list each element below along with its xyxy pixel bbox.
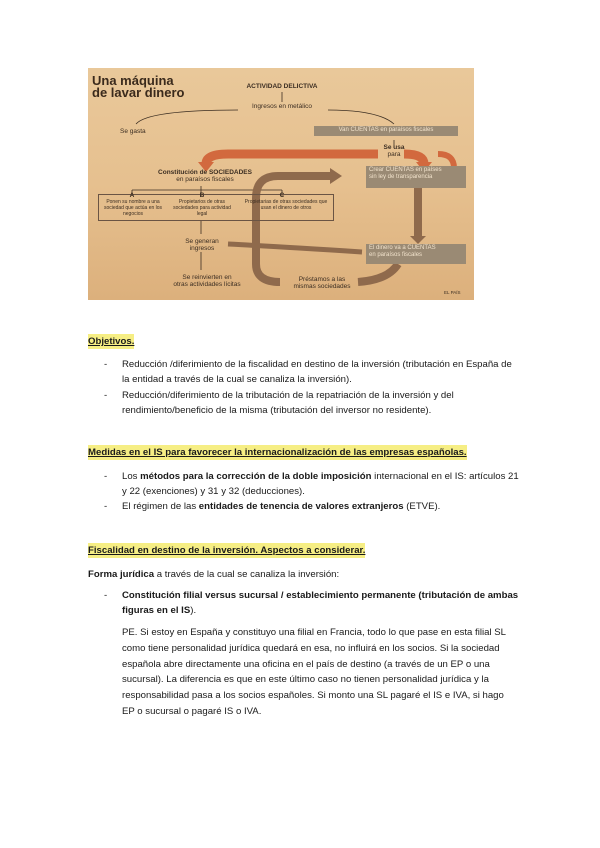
forma-juridica-line (88, 567, 518, 582)
dinero-cuentas-box (366, 244, 466, 264)
medidas-item-2-bold: entidades de tenencia de valores extranjeros (198, 501, 404, 512)
medidas-item-2 (122, 499, 520, 514)
type-b-label: B (199, 192, 205, 199)
se-usa-line1: Se usa (383, 144, 405, 151)
fiscalidad-item-bold: Constitución filial versus sucursal / establecimiento permanente (tributación de ambas figuras en el IS (122, 590, 519, 616)
medidas-heading: Medidas en el IS para favorecer la internacionalización de las empresas españolas. (88, 447, 467, 458)
bullet-marker: - (104, 501, 108, 512)
type-a-text: Ponen su nombre a una sociedad que actúa en los negocios (103, 199, 163, 217)
forma-juridica-rest: a través de la cual se canaliza la inversión: (154, 569, 340, 580)
objetivos-item-2: Reducción/diferimiento de la tributación de la repatriación de la inversión y del rendimiento/beneficio de la misma (tributación del inversor no residente). (122, 390, 454, 416)
objetivos-item-1: Reducción /diferimiento de la fiscalidad en destino de la inversión (tributación en España de la entidad a través de la cual se canaliza la inversión). (122, 359, 512, 385)
type-a-label: A (129, 192, 135, 199)
type-b-text: Propietarios de otras sociedades para actividad legal (173, 199, 231, 217)
bullet-marker: - (104, 471, 108, 482)
dinero-line2: en paraísos fiscales (369, 252, 423, 258)
medidas-item-1 (122, 469, 520, 499)
arrow-to-cuentas (328, 110, 394, 124)
medidas-item-1-post: internacional en el IS: artículos 21 y 22 (exenciones) y 31 y 32 (deducciones). (122, 471, 519, 497)
se-generan-line1: Se generan (185, 238, 219, 245)
fiscalidad-heading: Fiscalidad en destino de la inversión. Aspectos a considerar. (88, 545, 366, 556)
diagram-title-line1: Una máquina (92, 73, 174, 88)
medidas-item-2-post: (ETVE). (403, 501, 441, 512)
dinero-line1: El dinero va a CUENTAS (369, 245, 436, 251)
ingresos-metalico: Ingresos en metálico (252, 103, 312, 110)
crear-cuentas-line1: Crear CUENTAS en países (369, 167, 442, 173)
actividad-delictiva: ACTIVIDAD DELICTIVA (246, 83, 318, 90)
crear-cuentas-line2: sin ley de transparencia (369, 174, 433, 180)
bullet-marker: - (104, 390, 108, 401)
reinvierten-line2: otras actividades lícitas (173, 281, 241, 288)
medidas-item-2-pre: El régimen de las (122, 501, 199, 512)
fiscalidad-paragraph: PE. Si estoy en España y constituyo una filial en Francia, todo lo que pase en esta filial SL como tiene personalidad jurídica quedará en esa, no influirá en los socios. Si la sociedad española abre directamente una oficina en el país de destino (a través de un EP o una sucursal). La diferencia es que en este último caso no tienen personalidad jurídica y la responsabilidad pasa a los socios españoles. Si monto una SL pagaré el IS e IVA, si hago EP o sucursal o pagaré IS o IVA. (122, 627, 506, 717)
forma-juridica-bold: Forma jurídica (88, 569, 155, 580)
se-gasta: Se gasta (120, 128, 146, 135)
prestamos-line2: mismas sociedades (293, 283, 351, 290)
money-laundering-diagram (88, 68, 474, 300)
crear-cuentas-box (366, 166, 466, 188)
fiscalidad-item (122, 588, 520, 618)
prestamos-line1: Préstamos a las (298, 276, 346, 283)
bullet-marker: - (104, 590, 108, 601)
objetivos-heading: Objetivos. (88, 336, 135, 347)
constitucion-line1: Constitución de SOCIEDADES (158, 169, 252, 176)
fiscalidad-item-tail: ). (190, 605, 197, 616)
constitucion-line2: en paraísos fiscales (176, 176, 234, 183)
se-usa-line2: para (387, 151, 401, 158)
medidas-item-1-pre: Los (122, 471, 141, 482)
cuentas-fiscales-box: Van CUENTAS en paraísos fiscales (314, 126, 458, 136)
type-c-label: C (279, 192, 285, 199)
red-arrow-constitucion (206, 154, 378, 164)
diagram-credit: EL PAÍS (444, 290, 461, 295)
medidas-item-1-bold: métodos para la corrección de la doble imposición (140, 471, 372, 482)
type-c-text: Propietarias de otras sociedades que usan el dinero de otros (244, 199, 328, 211)
se-generan-line2: ingresos (189, 245, 215, 252)
reinvierten-line1: Se reinvierten en (182, 274, 232, 281)
bullet-marker: - (104, 359, 108, 370)
diagram-title-line2: de lavar dinero (92, 85, 185, 100)
arrow-to-se-gasta (136, 110, 238, 124)
